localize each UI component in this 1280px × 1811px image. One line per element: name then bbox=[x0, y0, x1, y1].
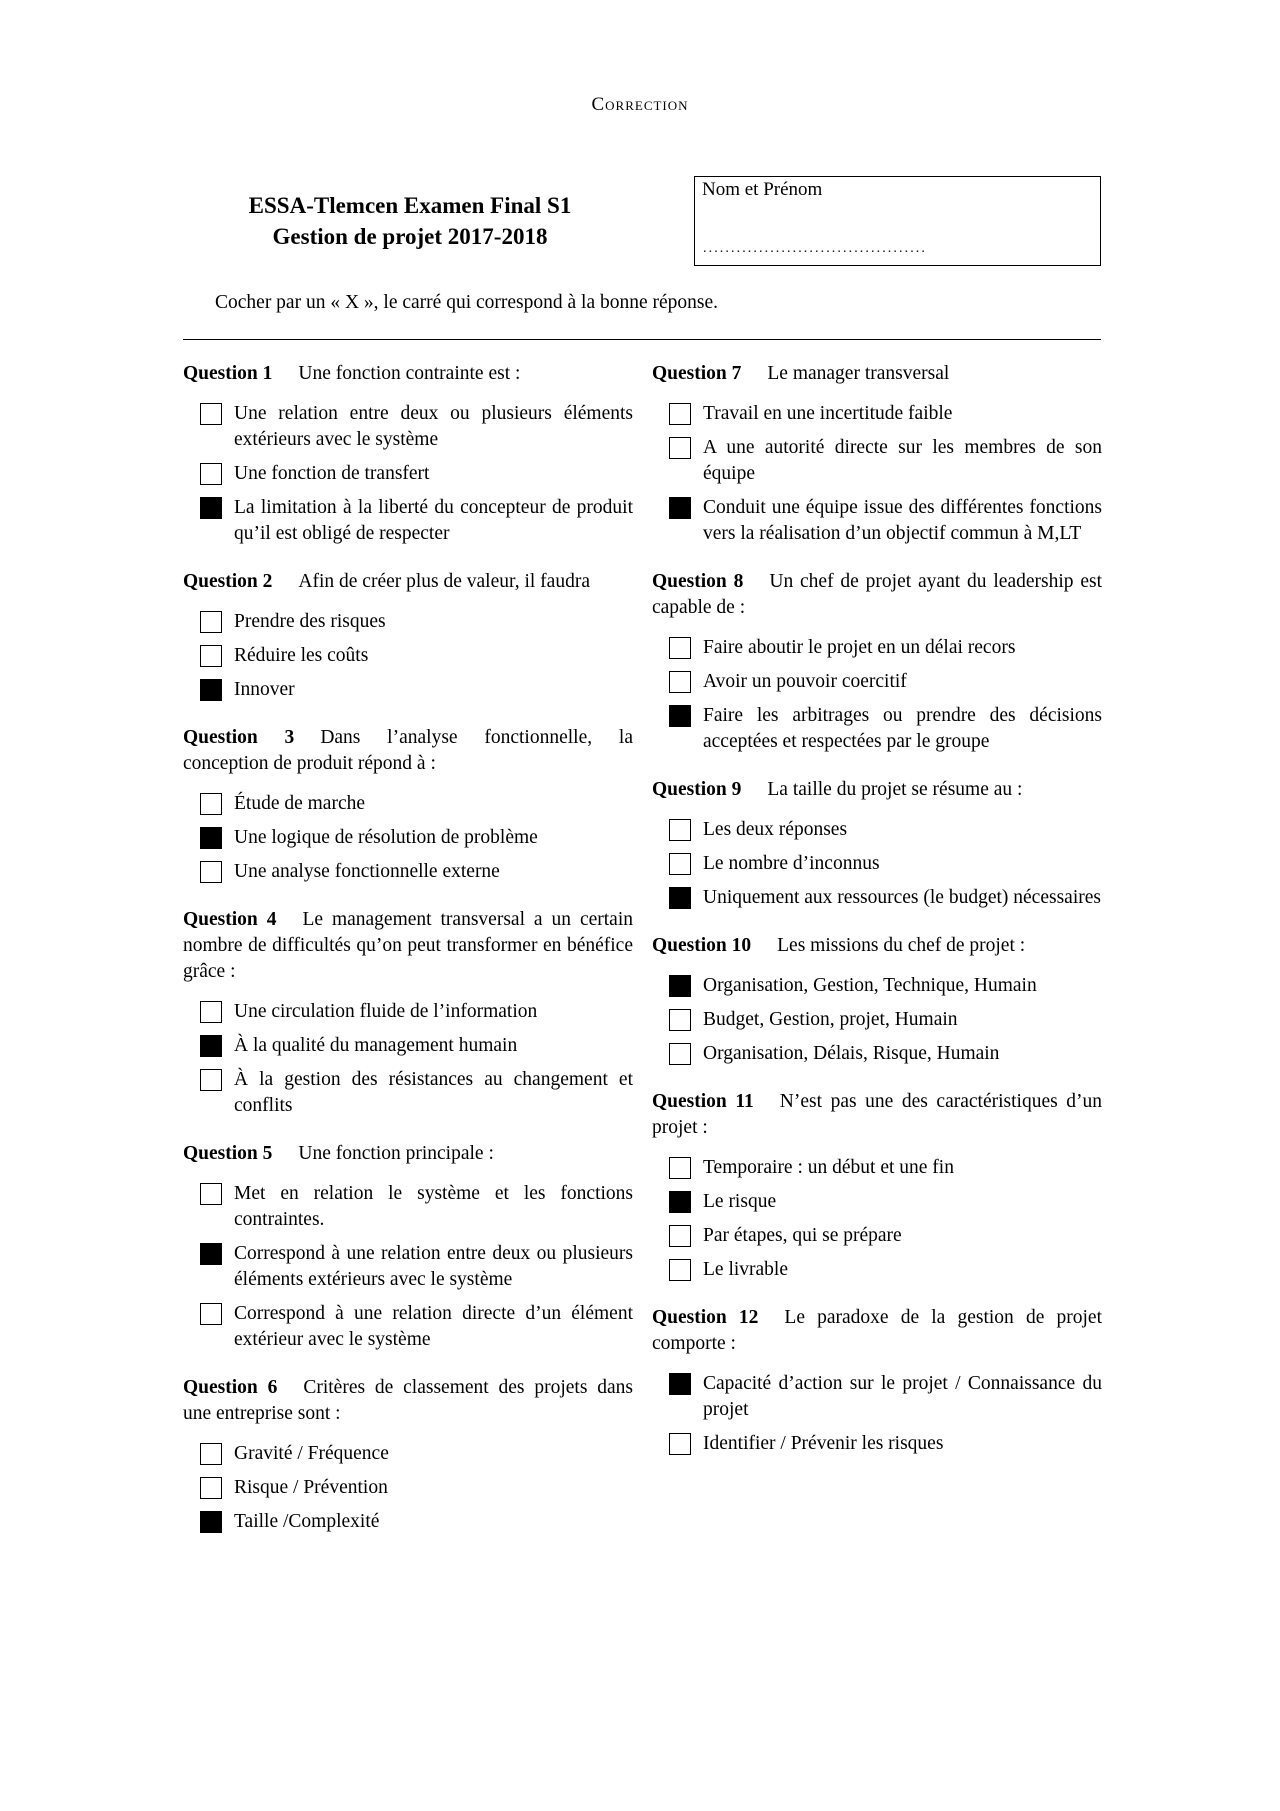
checkbox-checked[interactable] bbox=[200, 827, 222, 849]
question-prompt bbox=[183, 907, 633, 985]
question-spacer bbox=[652, 1075, 1102, 1089]
question-block bbox=[652, 777, 1102, 933]
question-number: Question 10 bbox=[652, 935, 752, 956]
checkbox-unchecked[interactable] bbox=[669, 1043, 691, 1065]
answer-option-text: Faire les arbitrages ou prendre des décisions acceptées et respectées par le groupe bbox=[703, 705, 1102, 752]
checkbox-unchecked[interactable] bbox=[200, 793, 222, 815]
question-number: Question 4 bbox=[183, 909, 277, 930]
question-spacer bbox=[183, 1127, 633, 1141]
answer-option-text: Par étapes, qui se prépare bbox=[703, 1225, 902, 1246]
checkbox-unchecked[interactable] bbox=[669, 1433, 691, 1455]
question-prompt bbox=[183, 1141, 633, 1167]
answer-option-text: Prendre des risques bbox=[234, 611, 386, 632]
answer-option[interactable] bbox=[183, 401, 633, 453]
instruction-text: Cocher par un « X », le carré qui correspond à la bonne réponse. bbox=[215, 292, 719, 313]
question-spacer bbox=[652, 763, 1102, 777]
answer-option[interactable] bbox=[183, 1475, 633, 1501]
answer-option-text: Étude de marche bbox=[234, 793, 366, 814]
answer-option[interactable] bbox=[652, 885, 1102, 911]
answer-option-text: À la qualité du management humain bbox=[234, 1035, 518, 1056]
question-prompt bbox=[652, 361, 1102, 387]
answer-option[interactable] bbox=[652, 973, 1102, 999]
question-block bbox=[183, 1141, 633, 1375]
answer-option-text: Une analyse fonctionnelle externe bbox=[234, 861, 500, 882]
answer-option-text: Capacité d’action sur le projet / Connaissance du projet bbox=[703, 1373, 1102, 1420]
exam-title-line1: ESSA-Tlemcen Examen Final S1 bbox=[248, 193, 572, 218]
question-text: Un chef de projet ayant du leadership est capable de : bbox=[652, 571, 1102, 618]
question-text: Une fonction contrainte est : bbox=[298, 363, 521, 384]
question-block bbox=[652, 1089, 1102, 1305]
answer-option[interactable] bbox=[183, 1241, 633, 1293]
questions-column-right bbox=[652, 361, 1102, 1465]
answer-option-text: Travail en une incertitude faible bbox=[703, 403, 953, 424]
question-spacer bbox=[183, 893, 633, 907]
checkbox-unchecked[interactable] bbox=[200, 403, 222, 425]
answer-option-text: Le risque bbox=[703, 1191, 777, 1212]
checkbox-checked[interactable] bbox=[669, 705, 691, 727]
answer-options bbox=[183, 1181, 633, 1353]
checkbox-unchecked[interactable] bbox=[669, 1157, 691, 1179]
answer-options bbox=[652, 817, 1102, 911]
answer-option[interactable] bbox=[652, 1189, 1102, 1215]
checkbox-checked[interactable] bbox=[669, 497, 691, 519]
answer-option[interactable] bbox=[183, 1301, 633, 1353]
question-number: Question 6 bbox=[183, 1377, 278, 1398]
question-prompt bbox=[652, 1089, 1102, 1141]
name-field-label: Nom et Prénom bbox=[702, 179, 823, 200]
question-number: Question 3 bbox=[183, 727, 295, 748]
checkbox-unchecked[interactable] bbox=[200, 861, 222, 883]
checkbox-unchecked[interactable] bbox=[669, 1259, 691, 1281]
checkbox-checked[interactable] bbox=[200, 1511, 222, 1533]
question-number: Question 5 bbox=[183, 1143, 273, 1164]
question-block bbox=[183, 1375, 633, 1535]
question-prompt bbox=[652, 777, 1102, 803]
answer-option-text: Avoir un pouvoir coercitif bbox=[703, 671, 907, 692]
question-prompt bbox=[652, 933, 1102, 959]
answer-options bbox=[652, 635, 1102, 755]
question-prompt bbox=[183, 569, 633, 595]
question-number: Question 9 bbox=[652, 779, 742, 800]
questions-column-left bbox=[183, 361, 633, 1543]
answer-option-text: Innover bbox=[234, 679, 295, 700]
answer-option[interactable] bbox=[183, 609, 633, 635]
question-spacer bbox=[183, 711, 633, 725]
answer-option[interactable] bbox=[183, 677, 633, 703]
question-block bbox=[652, 933, 1102, 1089]
answer-option[interactable] bbox=[652, 703, 1102, 755]
checkbox-checked[interactable] bbox=[200, 1035, 222, 1057]
answer-option[interactable] bbox=[183, 643, 633, 669]
answer-option-text: Le livrable bbox=[703, 1259, 788, 1280]
answer-option[interactable] bbox=[183, 791, 633, 817]
answer-option-text: Temporaire : un début et une fin bbox=[703, 1157, 954, 1178]
checkbox-unchecked[interactable] bbox=[200, 1183, 222, 1205]
answer-option[interactable] bbox=[652, 1371, 1102, 1423]
question-prompt bbox=[183, 725, 633, 777]
answer-options bbox=[652, 1371, 1102, 1457]
question-text: Une fonction principale : bbox=[298, 1143, 494, 1164]
checkbox-checked[interactable] bbox=[669, 1373, 691, 1395]
answer-option[interactable] bbox=[652, 435, 1102, 487]
exam-title bbox=[200, 190, 620, 252]
answer-option-text: Faire aboutir le projet en un délai recors bbox=[703, 637, 1016, 658]
question-spacer bbox=[183, 555, 633, 569]
running-header: Correction bbox=[591, 94, 689, 115]
question-text: Le manager transversal bbox=[767, 363, 950, 384]
question-block bbox=[652, 1305, 1102, 1457]
answer-option-text: Une fonction de transfert bbox=[234, 463, 430, 484]
answer-option-text: Budget, Gestion, projet, Humain bbox=[703, 1009, 958, 1030]
answer-option[interactable] bbox=[652, 1041, 1102, 1067]
checkbox-checked[interactable] bbox=[669, 975, 691, 997]
horizontal-divider bbox=[183, 339, 1101, 340]
checkbox-checked[interactable] bbox=[200, 679, 222, 701]
answer-option[interactable] bbox=[183, 859, 633, 885]
answer-option[interactable] bbox=[652, 401, 1102, 427]
checkbox-unchecked[interactable] bbox=[669, 1009, 691, 1031]
answer-option-text: À la gestion des résistances au changement et conflits bbox=[234, 1069, 633, 1116]
question-text: Le management transversal a un certain nombre de difficultés qu’on peut transformer en bénéfice grâce : bbox=[183, 909, 633, 982]
answer-options bbox=[652, 973, 1102, 1067]
answer-option[interactable] bbox=[652, 1007, 1102, 1033]
question-block bbox=[652, 569, 1102, 777]
question-spacer bbox=[183, 1361, 633, 1375]
answer-option[interactable] bbox=[652, 1155, 1102, 1181]
answer-option[interactable] bbox=[183, 999, 633, 1025]
answer-option[interactable] bbox=[183, 825, 633, 851]
answer-options bbox=[183, 609, 633, 703]
answer-option-text: La limitation à la liberté du concepteur de produit qu’il est obligé de respecter bbox=[234, 497, 633, 544]
answer-option[interactable] bbox=[652, 495, 1102, 547]
name-field-dotted-line: ........................................ bbox=[703, 241, 927, 256]
question-text: N’est pas une des caractéristiques d’un projet : bbox=[652, 1091, 1103, 1138]
checkbox-unchecked[interactable] bbox=[200, 1303, 222, 1325]
answer-options bbox=[183, 791, 633, 885]
checkbox-unchecked[interactable] bbox=[200, 645, 222, 667]
answer-option-text: Correspond à une relation entre deux ou plusieurs éléments extérieurs avec le système bbox=[234, 1243, 633, 1290]
question-prompt bbox=[183, 1375, 633, 1427]
checkbox-unchecked[interactable] bbox=[669, 437, 691, 459]
exam-title-line2: Gestion de projet 2017-2018 bbox=[272, 224, 548, 249]
question-prompt bbox=[652, 1305, 1102, 1357]
question-number: Question 2 bbox=[183, 571, 273, 592]
question-spacer bbox=[652, 919, 1102, 933]
checkbox-unchecked[interactable] bbox=[669, 403, 691, 425]
checkbox-unchecked[interactable] bbox=[200, 1069, 222, 1091]
question-prompt bbox=[183, 361, 633, 387]
question-block bbox=[183, 907, 633, 1141]
question-number: Question 8 bbox=[652, 571, 744, 592]
answer-options bbox=[183, 999, 633, 1119]
question-block bbox=[183, 569, 633, 725]
checkbox-checked[interactable] bbox=[669, 1191, 691, 1213]
checkbox-unchecked[interactable] bbox=[669, 1225, 691, 1247]
answer-option[interactable] bbox=[652, 851, 1102, 877]
question-number: Question 1 bbox=[183, 363, 273, 384]
checkbox-checked[interactable] bbox=[200, 497, 222, 519]
checkbox-unchecked[interactable] bbox=[669, 853, 691, 875]
question-spacer bbox=[652, 555, 1102, 569]
question-number: Question 7 bbox=[652, 363, 742, 384]
question-block bbox=[183, 361, 633, 569]
answer-option-text: Risque / Prévention bbox=[234, 1477, 388, 1498]
checkbox-unchecked[interactable] bbox=[669, 819, 691, 841]
answer-option-text: Réduire les coûts bbox=[234, 645, 369, 666]
answer-option-text: Une logique de résolution de problème bbox=[234, 827, 538, 848]
answer-option-text: Le nombre d’inconnus bbox=[703, 853, 880, 874]
question-spacer bbox=[652, 1291, 1102, 1305]
answer-option-text: Correspond à une relation directe d’un élément extérieur avec le système bbox=[234, 1303, 633, 1350]
answer-option-text: Uniquement aux ressources (le budget) nécessaires bbox=[703, 887, 1101, 908]
answer-option-text: Organisation, Gestion, Technique, Humain bbox=[703, 975, 1037, 996]
answer-option[interactable] bbox=[652, 635, 1102, 661]
answer-option-text: Taille /Complexité bbox=[234, 1511, 380, 1532]
answer-option[interactable] bbox=[183, 1067, 633, 1119]
answer-option-text: Identifier / Prévenir les risques bbox=[703, 1433, 944, 1454]
checkbox-checked[interactable] bbox=[200, 1243, 222, 1265]
answer-option[interactable] bbox=[652, 1257, 1102, 1283]
answer-option[interactable] bbox=[183, 461, 633, 487]
answer-option-text: Gravité / Fréquence bbox=[234, 1443, 389, 1464]
checkbox-unchecked[interactable] bbox=[200, 1001, 222, 1023]
checkbox-unchecked[interactable] bbox=[669, 637, 691, 659]
checkbox-unchecked[interactable] bbox=[200, 1443, 222, 1465]
name-field-box[interactable] bbox=[694, 176, 1101, 266]
answer-option[interactable] bbox=[652, 1223, 1102, 1249]
question-text: La taille du projet se résume au : bbox=[767, 779, 1023, 800]
question-text: Critères de classement des projets dans une entreprise sont : bbox=[183, 1377, 633, 1424]
question-number: Question 12 bbox=[652, 1307, 759, 1328]
answer-option[interactable] bbox=[183, 495, 633, 547]
question-block bbox=[652, 361, 1102, 569]
answer-option-text: Les deux réponses bbox=[703, 819, 848, 840]
answer-options bbox=[652, 1155, 1102, 1283]
answer-options bbox=[183, 1441, 633, 1535]
question-text: Afin de créer plus de valeur, il faudra bbox=[298, 571, 590, 592]
answer-option[interactable] bbox=[652, 817, 1102, 843]
question-text: Le paradoxe de la gestion de projet comporte : bbox=[652, 1307, 1102, 1354]
answer-option-text: Une relation entre deux ou plusieurs éléments extérieurs avec le système bbox=[234, 403, 633, 450]
answer-options bbox=[652, 401, 1102, 547]
question-text: Dans l’analyse fonctionnelle, la conception de produit répond à : bbox=[183, 727, 633, 774]
answer-option[interactable] bbox=[652, 1431, 1102, 1457]
answer-option-text: Met en relation le système et les fonctions contraintes. bbox=[234, 1183, 633, 1230]
question-block bbox=[183, 725, 633, 907]
answer-option[interactable] bbox=[183, 1033, 633, 1059]
question-number: Question 11 bbox=[652, 1091, 754, 1112]
answer-option-text: Organisation, Délais, Risque, Humain bbox=[703, 1043, 1000, 1064]
answer-option[interactable] bbox=[183, 1509, 633, 1535]
answer-option-text: Une circulation fluide de l’information bbox=[234, 1001, 538, 1022]
answer-option[interactable] bbox=[652, 669, 1102, 695]
question-prompt bbox=[652, 569, 1102, 621]
checkbox-unchecked[interactable] bbox=[669, 671, 691, 693]
answer-option-text: A une autorité directe sur les membres de son équipe bbox=[703, 437, 1102, 484]
answer-option[interactable] bbox=[183, 1181, 633, 1233]
checkbox-unchecked[interactable] bbox=[200, 463, 222, 485]
answer-options bbox=[183, 401, 633, 547]
checkbox-unchecked[interactable] bbox=[200, 1477, 222, 1499]
answer-option[interactable] bbox=[183, 1441, 633, 1467]
answer-option-text: Conduit une équipe issue des différentes fonctions vers la réalisation d’un objectif commun à M,LT bbox=[703, 497, 1102, 544]
checkbox-unchecked[interactable] bbox=[200, 611, 222, 633]
checkbox-checked[interactable] bbox=[669, 887, 691, 909]
question-text: Les missions du chef de projet : bbox=[777, 935, 1026, 956]
